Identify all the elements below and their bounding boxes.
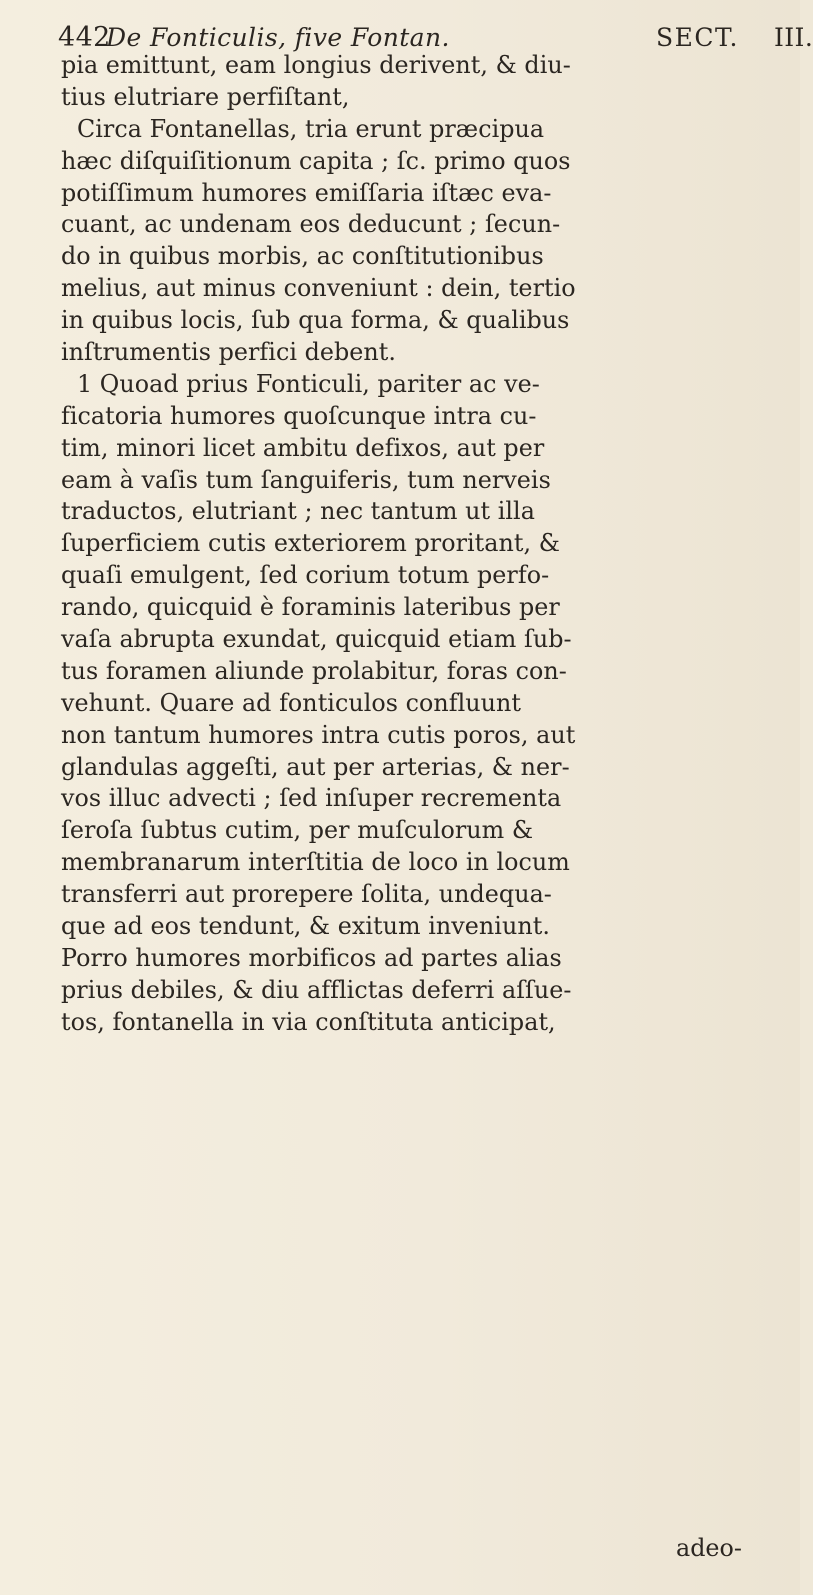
text-line-8: melius, aut minus conveniunt : dein, tertio bbox=[61, 274, 576, 303]
text-line-7: do in quibus morbis, ac conſtitutionibus bbox=[61, 242, 544, 271]
text-line-17: quaſi emulgent, ſed corium totum perfo- bbox=[61, 561, 550, 590]
text-line-23: glandulas aggeſti, aut per arterias, & ner- bbox=[61, 752, 570, 781]
section-label: SECT. bbox=[656, 23, 739, 52]
text-line-27: transferri aut prorepere ſolita, undequa- bbox=[61, 880, 552, 909]
text-line-16: ſuperficiem cutis exteriorem proritant, & bbox=[61, 529, 560, 558]
text-line-20: tus foramen aliunde prolabitur, foras con- bbox=[61, 656, 567, 685]
running-title: De Fonticulis, five Fontan. bbox=[106, 23, 450, 52]
text-line-2: tius elutriare perfiſtant, bbox=[61, 82, 350, 111]
text-line-19: vaſa abrupta exundat, quicquid etiam ſub- bbox=[61, 625, 572, 654]
text-line-30: prius debiles, & diu afflictas deferri aſſue- bbox=[61, 975, 572, 1004]
text-line-22: non tantum humores intra cutis poros, aut bbox=[61, 720, 576, 749]
text-line-15: traductos, elutriant ; nec tantum ut illa bbox=[61, 497, 535, 526]
text-line-1: pia emittunt, eam longius derivent, & diu- bbox=[61, 51, 571, 79]
text-line-14: eam à vaſis tum ſanguiferis, tum nerveis bbox=[61, 465, 551, 494]
text-line-28: que ad eos tendunt, & exitum inveniunt. bbox=[61, 912, 550, 941]
text-line-21: vehunt. Quare ad fonticulos confluunt bbox=[61, 688, 522, 717]
text-line-6: cuant, ac undenam eos deducunt ; ſecun- bbox=[61, 210, 561, 239]
text-line-9: in quibus locis, ſub qua forma, & qualibus bbox=[61, 306, 570, 335]
text-line-24: vos illuc advecti ; ſed inſuper recrementa bbox=[61, 784, 562, 813]
text-line-29: Porro humores morbificos ad partes alias bbox=[61, 943, 562, 972]
page-number: 442 bbox=[58, 22, 111, 53]
text-line-18: rando, quicquid è foraminis lateribus per bbox=[61, 593, 560, 622]
text-line-31: tos, fontanella in via conſtituta anticipat, bbox=[61, 1007, 556, 1036]
text-line-11: 1 Quoad prius Fonticuli, pariter ac ve- bbox=[77, 369, 540, 398]
text-line-10: inſtrumentis perfici debent. bbox=[61, 338, 397, 367]
section-number: III. bbox=[774, 23, 813, 52]
text-line-5: potiſſimum humores emiſſaria iſtæc eva- bbox=[61, 178, 552, 207]
text-line-12: ficatoria humores quoſcunque intra cu- bbox=[61, 401, 537, 430]
catchword: adeo- bbox=[676, 1534, 742, 1562]
text-line-25: ſeroſa ſubtus cutim, per muſculorum & bbox=[61, 816, 534, 845]
text-line-26: membranarum interſtitia de loco in locum bbox=[61, 848, 570, 877]
text-line-4: hæc diſquiſitionum capita ; ſc. primo quos bbox=[61, 146, 571, 175]
body-text bbox=[61, 50, 799, 1039]
text-line-13: tim, minori licet ambitu defixos, aut per bbox=[61, 433, 545, 462]
text-line-3: Circa Fontanellas, tria erunt præcipua bbox=[77, 114, 545, 143]
